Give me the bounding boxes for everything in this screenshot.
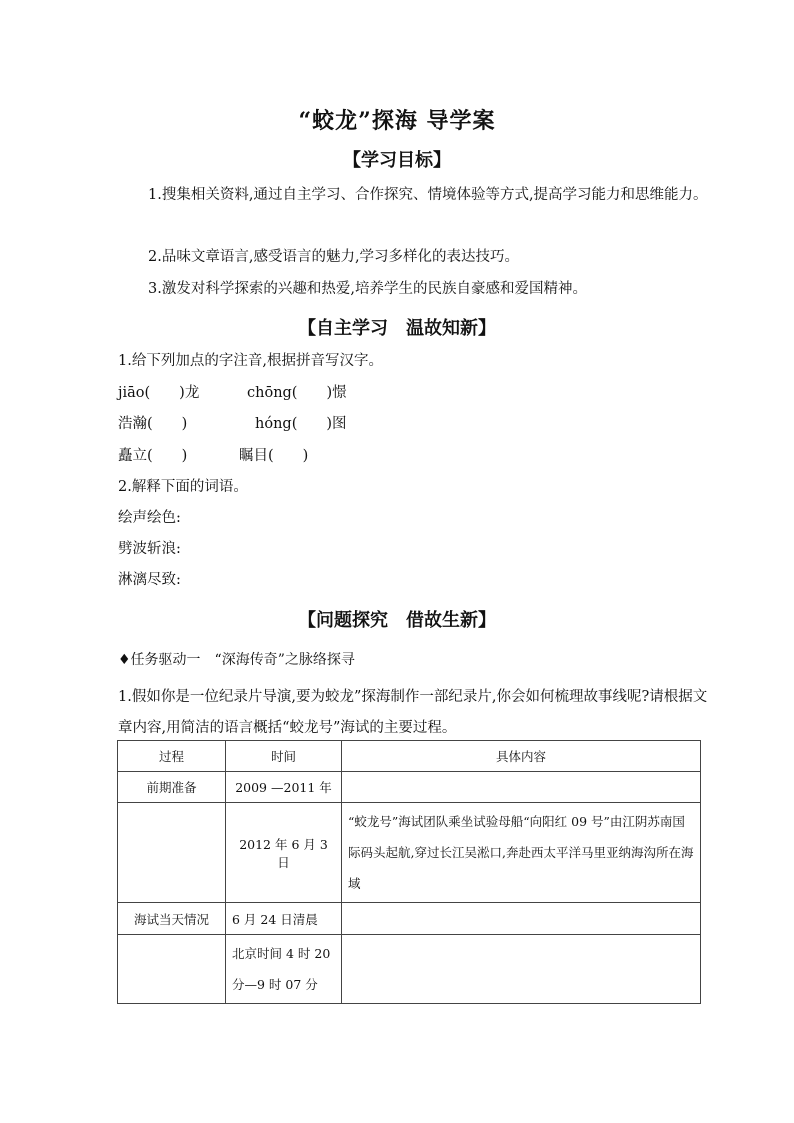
section-heading-goals: 【学习目标】: [343, 150, 451, 171]
table-cell: [342, 903, 701, 935]
table-row: [118, 903, 701, 935]
table-row: [118, 803, 701, 903]
page-title: “蛟龙”探海 导学案: [298, 108, 496, 134]
table-cell: 2012 年 6 月 3 日: [226, 803, 342, 903]
vocab-item: 劈波斩浪:: [118, 541, 181, 557]
task-1-heading: ♦任务驱动一 “深海传奇”之脉络探寻: [118, 652, 355, 668]
exercise-2-prompt: 2.解释下面的词语。: [118, 479, 248, 495]
section-heading-self-study: 【自主学习 温故知新】: [298, 318, 496, 339]
header-cell: 过程: [118, 741, 226, 772]
pinyin-item: jiāo( )龙: [118, 385, 200, 401]
table-row: [118, 935, 701, 1004]
table-row: [118, 772, 701, 803]
header-cell: 时间: [226, 741, 342, 772]
section-heading-inquiry: 【问题探究 借故生新】: [298, 610, 496, 631]
goal-3: 3.激发对科学探索的兴趣和热爱,培养学生的民族自豪感和爱国精神。: [148, 281, 587, 297]
task-1-question: 1.假如你是一位纪录片导演,要为蛟龙”探海制作一部纪录片,你会如何梳理故事线呢?请根据文章内容,用简洁的语言概括“蛟龙号”海试的主要过程。: [118, 689, 708, 736]
table-cell: [342, 935, 701, 1004]
table-cell: 海试当天情况: [118, 903, 226, 935]
exercise-1-prompt: 1.给下列加点的字注音,根据拼音写汉字。: [118, 353, 383, 369]
pinyin-item: hóng( )图: [255, 416, 347, 432]
table-cell: “蛟龙号”海试团队乘坐试验母船“向阳红 09 号”由江阴苏南国际码头起航,穿过长江吴淞口,奔赴西太平洋马里亚纳海沟所在海域: [342, 803, 701, 903]
pinyin-item: 浩瀚( ): [118, 416, 188, 432]
table-cell: [118, 803, 226, 903]
vocab-item: 绘声绘色:: [118, 510, 181, 526]
table-cell: [342, 772, 701, 803]
pinyin-item: 瞩目( ): [239, 448, 309, 464]
table-cell: [118, 935, 226, 1004]
table-cell: 2009 —2011 年: [226, 772, 342, 803]
table-cell: 北京时间 4 时 20 分—9 时 07 分: [226, 935, 342, 1004]
header-cell: 具体内容: [342, 741, 701, 772]
goal-2: 2.品味文章语言,感受语言的魅力,学习多样化的表达技巧。: [148, 249, 520, 265]
process-table: [117, 740, 701, 1004]
pinyin-item: chōng( )憬: [247, 385, 347, 401]
goal-1: 1.搜集相关资料,通过自主学习、合作探究、情境体验等方式,提高学习能力和思维能力。: [148, 187, 708, 203]
table-cell: 6 月 24 日清晨: [226, 903, 342, 935]
table-header-row: [118, 741, 701, 772]
vocab-item: 淋漓尽致:: [118, 572, 181, 588]
table-cell: 前期准备: [118, 772, 226, 803]
pinyin-item: 矗立( ): [118, 448, 188, 464]
